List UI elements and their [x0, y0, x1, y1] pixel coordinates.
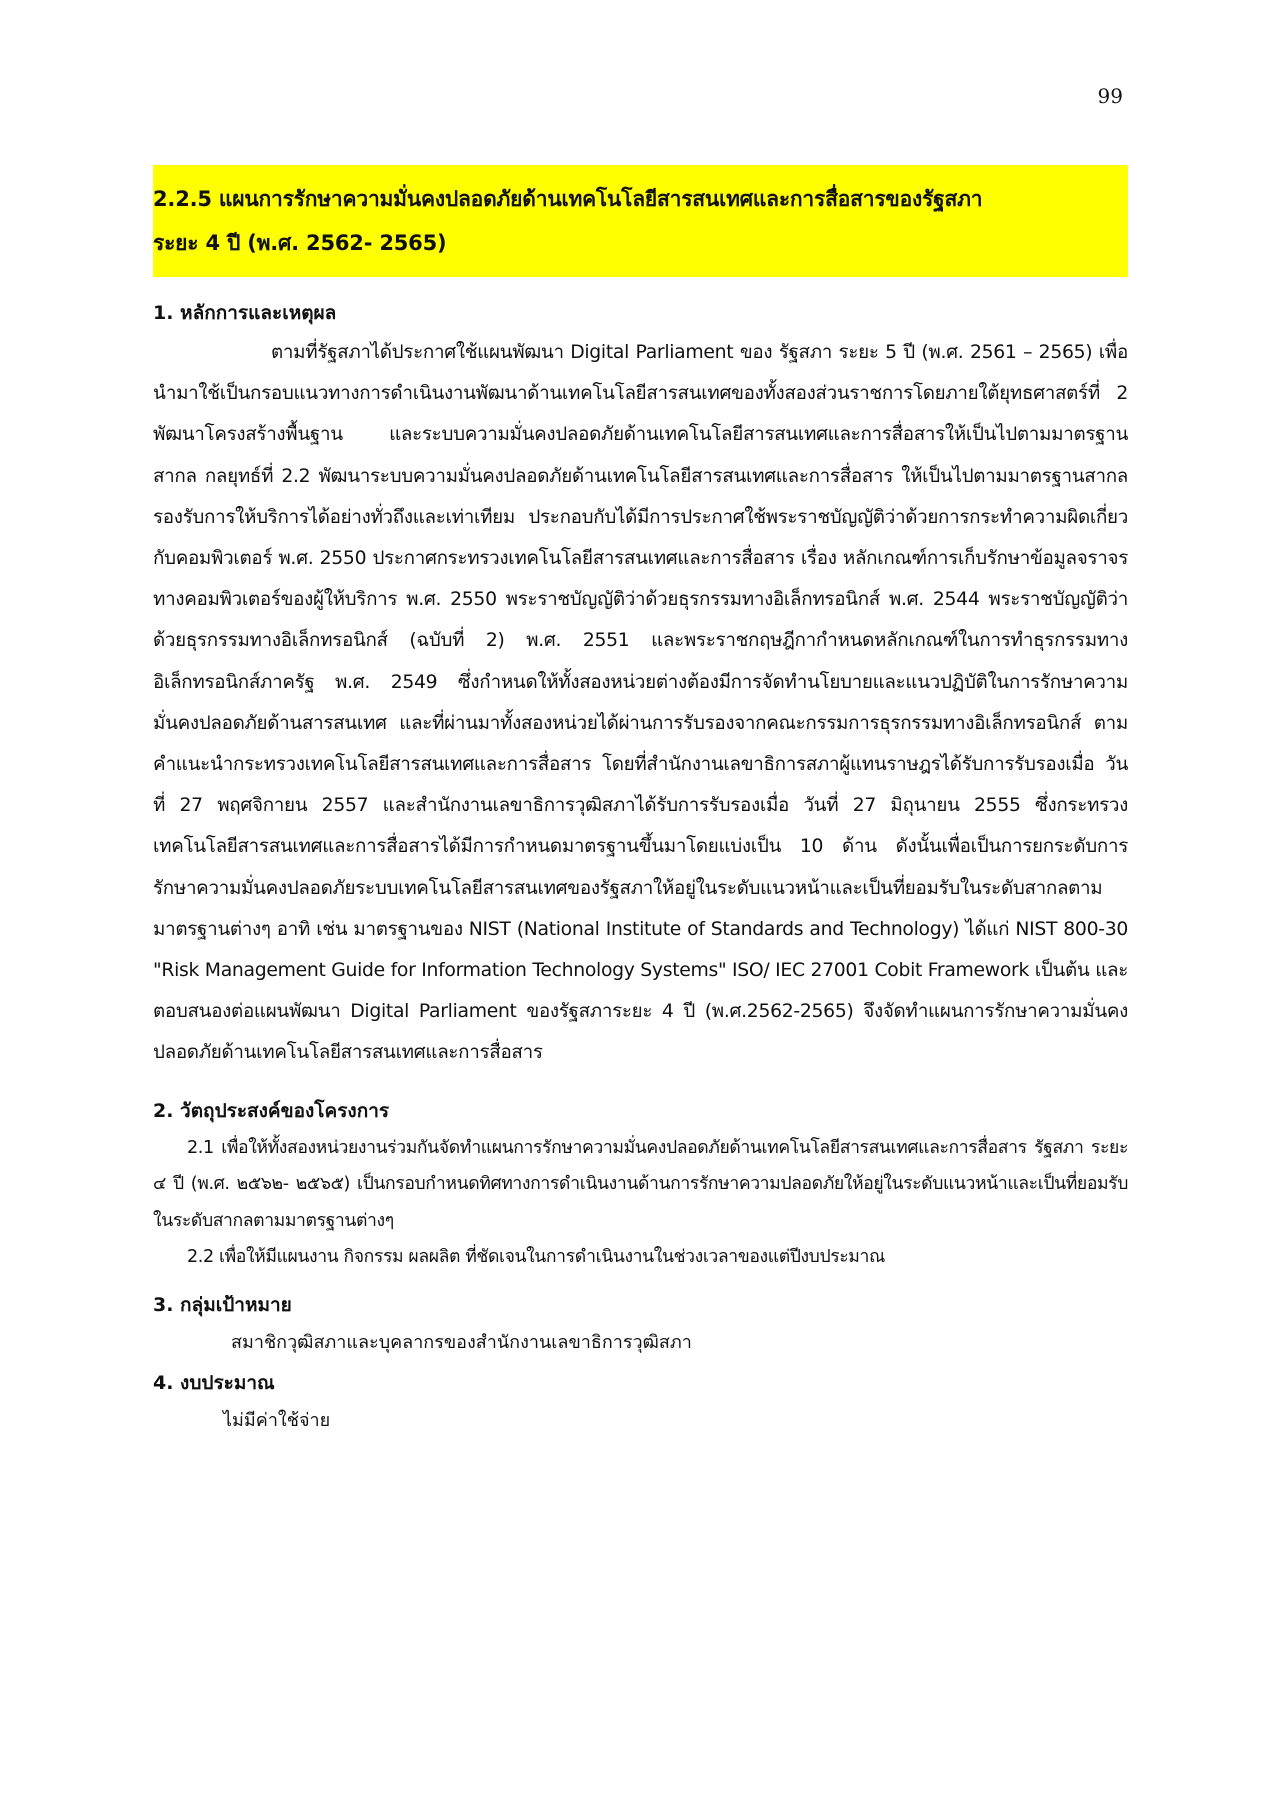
section-title-highlight [153, 165, 1128, 277]
target-group-text: สมาชิกวุฒิสภาและบุคลากรของสำนักงานเลขาธิการวุฒิสภา [231, 1331, 692, 1353]
rationale-paragraph: ตามที่รัฐสภาได้ประกาศใช้แผนพัฒนา Digital Parliament ของ รัฐสภา ระยะ 5 ปี (พ.ศ. 2561 – 2565) เพื่อนำมาใช้เป็นกรอบแนวทางการดำเนินงานพัฒนาด้านเทคโนโลยีสารสนเทศของทั้งสองส่วนราชการโดยภายใต้ยุทธศาสตร์ที่ 2 พัฒนาโครงสร้างพื้นฐาน และระบบความมั่นคงปลอดภัยด้านเทคโนโลยีสารสนเทศและการสื่อสารให้เป็นไปตามมาตรฐานสากล กลยุทธ์ที่ 2.2 พัฒนาระบบความมั่นคงปลอดภัยด้านเทคโนโลยีสารสนเทศและการสื่อสาร ให้เป็นไปตามมาตรฐานสากล รองรับการให้บริการได้อย่างทั่วถึงและเท่าเทียม ประกอบกับได้มีการประกาศใช้พระราชบัญญัติว่าด้วยการกระทำความผิดเกี่ยวกับคอมพิวเตอร์ พ.ศ. 2550 ประกาศกระทรวงเทคโนโลยีสารสนเทศและการสื่อสาร เรื่อง หลักเกณฑ์การเก็บรักษาข้อมูลจราจรทางคอมพิวเตอร์ของผู้ให้บริการ พ.ศ. 2550 พระราชบัญญัติว่าด้วยธุรกรรมทางอิเล็กทรอนิกส์ พ.ศ. 2544 พระราชบัญญัติว่าด้วยธุรกรรมทางอิเล็กทรอนิกส์ (ฉบับที่ 2) พ.ศ. 2551 และพระราชกฤษฎีกากำหนดหลักเกณฑ์ในการทำธุรกรรมทางอิเล็กทรอนิกส์ภาครัฐ พ.ศ. 2549 ซึ่งกำหนดให้ทั้งสองหน่วยต่างต้องมีการจัดทำนโยบายและแนวปฏิบัติในการรักษาความมั่นคงปลอดภัยด้านสารสนเทศ และที่ผ่านมาทั้งสองหน่วยได้ผ่านการรับรองจากคณะกรรมการธุรกรรมทางอิเล็กทรอนิกส์ ตามคำแนะนำกระทรวงเทคโนโลยีสารสนเทศและการสื่อสาร โดยที่สำนักงานเลขาธิการสภาผู้แทนราษฎรได้รับการรับรองเมื่อ วันที่ 27 พฤศจิกายน 2557 และสำนักงานเลขาธิการวุฒิสภาได้รับการรับรองเมื่อ วันที่ 27 มิถุนายน 2555 ซึ่งกระทรวงเทคโนโลยีสารสนเทศและการสื่อสารได้มีการกำหนดมาตรฐานขึ้นมาโดยแบ่งเป็น 10 ด้าน ดังนั้นเพื่อเป็นการยกระดับการรักษาความมั่นคงปลอดภัยระบบเทคโนโลยีสารสนเทศของรัฐสภาให้อยู่ในระดับแนวหน้าและเป็นที่ยอมรับในระดับสากลตามมาตรฐานต่างๆ อาทิ เช่น มาตรฐานของ NIST (National Institute of Standards and Technology) ได้แก่ NIST 800-30 "Risk Management Guide for Information Technology Systems" ISO/ IEC 27001 Cobit Framework เป็นต้น และตอบสนองต่อแผนพัฒนา Digital Parliament ของรัฐสภาระยะ 4 ปี (พ.ศ.2562-2565) จึงจัดทำแผนการรักษาความมั่นคงปลอดภัยด้านเทคโนโลยีสารสนเทศและการสื่อสาร [153, 342, 1128, 1064]
objective-item-1: 2.1 เพื่อให้ทั้งสองหน่วยงานร่วมกันจัดทำแผนการรักษาความมั่นคงปลอดภัยด้านเทคโนโลยีสารสนเทศและการสื่อสาร รัฐสภา ระยะ ๔ ปี (พ.ศ. ๒๕๖๒- ๒๕๖๕) เป็นกรอบกำหนดทิศทางการดำเนินงานด้านการรักษาความปลอดภัยให้อยู่ในระดับแนวหน้าและเป็นที่ยอมรับในระดับสากลตามมาตรฐานต่างๆ [153, 1137, 1128, 1231]
heading-rationale: 1. หลักการและเหตุผล [153, 302, 337, 324]
objective-item-2: 2.2 เพื่อให้มีแผนงาน กิจกรรม ผลผลิต ที่ชัดเจนในการดำเนินงานในช่วงเวลาของแต่ปีงบประมาณ [187, 1247, 885, 1268]
section-title-line-2: ระยะ 4 ปี (พ.ศ. 2562- 2565) [153, 231, 447, 255]
budget-text: ไม่มีค่าใช้จ่าย [223, 1409, 331, 1431]
page-number: 99 [1097, 84, 1123, 108]
section-title-line-1: 2.2.5 แผนการรักษาความมั่นคงปลอดภัยด้านเทคโนโลยีสารสนเทศและการสื่อสารของรัฐสภา [153, 187, 983, 211]
page-content [153, 165, 1128, 1440]
heading-budget: 4. งบประมาณ [153, 1371, 275, 1394]
heading-target-group: 3. กลุ่มเป้าหมาย [153, 1293, 292, 1316]
heading-objectives: 2. วัตถุประสงค์ของโครงการ [153, 1099, 390, 1122]
